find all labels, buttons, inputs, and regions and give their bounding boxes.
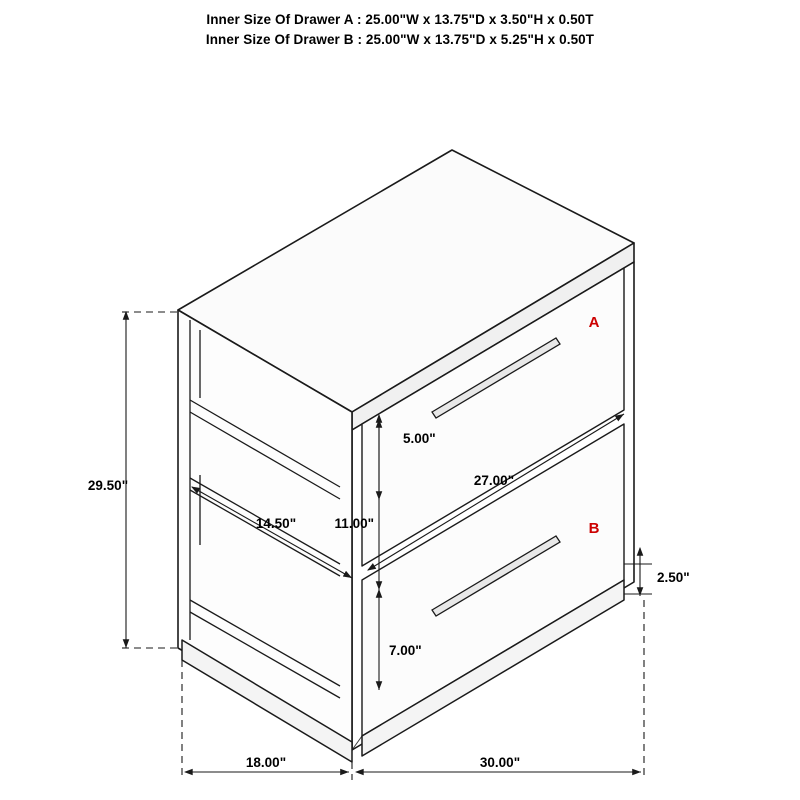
label-drawer-b: B xyxy=(588,520,600,537)
label-drawer-a: A xyxy=(588,314,600,331)
label-drawer-b-height: 7.00" xyxy=(389,643,422,658)
spec-line-drawer-b: Inner Size Of Drawer B : 25.00"W x 13.75"D x 5.25"H x 0.50T xyxy=(205,32,595,47)
dimension-overall-height xyxy=(122,312,180,648)
label-bottom-depth: 18.00" xyxy=(245,755,287,770)
label-side-depth: 14.50" xyxy=(255,516,297,531)
label-leg-height: 2.50" xyxy=(657,570,690,585)
label-front-width: 27.00" xyxy=(473,473,515,488)
label-overall-height: 29.50" xyxy=(87,478,129,493)
label-drawer-a-height: 5.00" xyxy=(403,431,436,446)
label-bottom-width: 30.00" xyxy=(479,755,521,770)
label-mid-height: 11.00" xyxy=(334,516,374,531)
spec-line-drawer-a: Inner Size Of Drawer A : 25.00"W x 13.75"D x 3.50"H x 0.50T xyxy=(206,12,594,27)
